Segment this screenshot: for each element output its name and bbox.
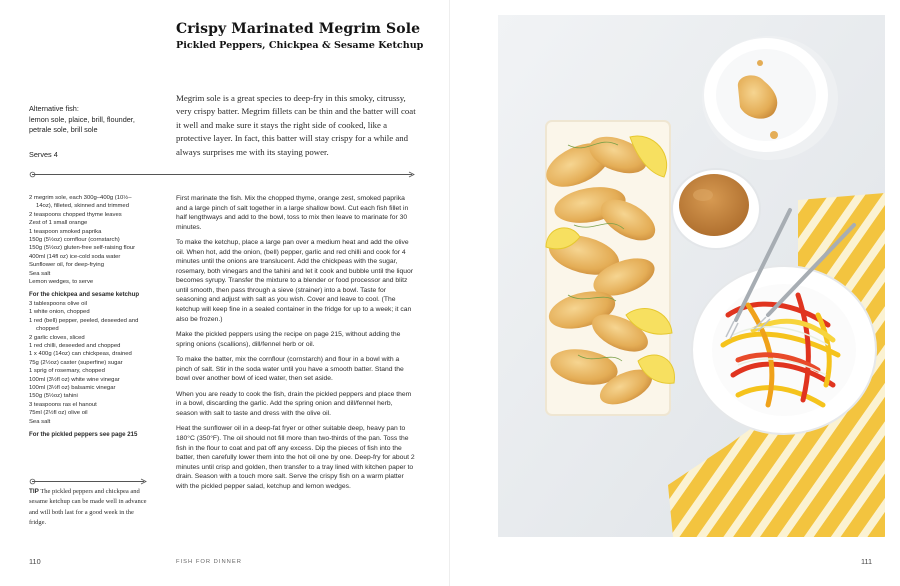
divider-right-ornament: [408, 171, 415, 178]
ingredient-line: 100ml (3½fl oz) balsamic vinegar: [29, 384, 116, 391]
serves: Serves 4: [29, 150, 58, 159]
ingredient-line: 3 teaspoons ras el hanout: [29, 401, 97, 408]
method-step: To make the batter, mix the cornflour (cornstarch) and flour in a bowl with a pinch of salt. Stir in the soda water until you have a smooth batter. Stand the bowl over another bowl of iced water, then set aside.: [176, 356, 404, 383]
ingredient-line: 2 megrim sole, each 300g–400g (10½–: [29, 195, 132, 201]
pepper-salad-plate: [692, 266, 876, 434]
ingredient-line: 3 tablespoons olive oil: [29, 300, 87, 307]
ingredient-line: 14oz), filleted, skinned and trimmed: [36, 203, 129, 210]
dish-photo: [498, 15, 885, 537]
ingredient-line: 1 white onion, chopped: [29, 309, 90, 316]
ingredient-line: 75ml (2½fl oz) olive oil: [29, 410, 88, 417]
tip-text: The pickled peppers and chickpea and sesame ketchup can be made well in advance and will both last for a good week in the fridge.: [29, 488, 147, 527]
ingredient-line: 400ml (14fl oz) ice-cold soda water: [29, 253, 121, 260]
tip-divider: [29, 478, 147, 486]
method-step: To make the ketchup, place a large pan over a medium heat and add the olive oil. When hot, add the onion, (bell) pepper, garlic and red chilli and cook for 4 minutes until the onions are translucent. Add the chickpeas with the sugar, rosemary, both vinegars and the tahini and let it cook and bubble until the liquor becomes syrupy. Transfer the mixture to a blender or food processor and blitz until smooth, then pass through a sieve (strainer) into a bowl. Taste for seasoning and adjust with salt as you wish. Cover and leave to cool. (The ketchup will keep fine in a sealed container in the fridge for up to a week; it can also be frozen.): [176, 239, 414, 323]
pickled-peppers-reference: For the pickled peppers see page 215: [29, 430, 138, 438]
tip-label: TIP: [29, 488, 39, 495]
method: [176, 194, 416, 497]
alternative-fish-list: lemon sole, plaice, brill, flounder, petrale sole, brill sole: [29, 114, 135, 135]
tip-box: [29, 487, 151, 529]
alternative-fish: [29, 104, 159, 136]
ingredient-line: Sea salt: [29, 418, 51, 425]
tip-divider-right-ornament: [140, 478, 147, 485]
ingredient-line: 1 teaspoon smoked paprika: [29, 228, 102, 235]
ingredient-line: 100ml (3½fl oz) white wine vinegar: [29, 376, 120, 383]
ingredient-line: 1 red chilli, deseeded and chopped: [29, 342, 121, 349]
ingredient-line: 1 red (bell) pepper, peeled, deseeded and: [29, 317, 139, 324]
ingredients-list: [29, 194, 147, 439]
method-step: When you are ready to cook the fish, drain the pickled peppers and place them in a bowl, discarding the garlic. Add the spring onion and dill/fennel herb, season with salt to taste and dress with the olive oil.: [176, 390, 412, 417]
method-step: First marinate the fish. Mix the chopped thyme, orange zest, smoked paprika and a large pinch of salt together in a large shallow bowl. Cut each fish fillet in half lengthways and add to the bowl, toss to mix then leave to marinate for 30 minutes.: [176, 195, 409, 231]
method-step: Make the pickled peppers using the recipe on page 215, without adding the spring onions (scallions), dill/fennel herb or oil.: [176, 331, 401, 348]
ingredient-line: 1 x 400g (14oz) can chickpeas, drained: [29, 351, 132, 358]
ingredient-line: 1 sprig of rosemary, chopped: [29, 368, 105, 375]
ingredient-line: 150g (5½oz) gluten-free self-raising flour: [29, 245, 136, 252]
small-plate: [702, 36, 838, 160]
ingredient-line: 2 garlic cloves, sliced: [29, 334, 85, 341]
method-step: Heat the sunflower oil in a deep-fat fryer or other suitable deep, heavy pan to 180°C (350°F). The oil should not fill more than two-thirds of the pan. Toss the fish in the flour to coat and pat off any excess. Dip the pieces of fish into the batter, then carefully lower them into the hot oil one by one. Deep-fry for about 2 minutes until crisp and golden, then transfer to a tray lined with kitchen paper to drain. Season with a touch more salt. Serve the crispy fish on a warm platter with the pickled pepper salad, ketchup and lemon wedges.: [176, 425, 415, 490]
recipe-title: Crispy Marinated Megrim Sole: [176, 21, 421, 37]
ketchup-bowl: [672, 169, 760, 249]
alternative-fish-label: Alternative fish:: [29, 104, 79, 113]
ketchup-heading: For the chickpea and sesame ketchup: [29, 291, 140, 299]
ingredient-line: Sunflower oil, for deep-frying: [29, 262, 104, 269]
ingredient-line: 150g (5½oz) cornflour (cornstarch): [29, 237, 120, 244]
page-number-right: 111: [861, 557, 873, 566]
ingredient-line: chopped: [36, 326, 59, 333]
ingredients-ketchup: [29, 300, 147, 426]
running-head: FISH FOR DINNER: [176, 559, 242, 565]
ingredient-line: 150g (5½oz) tahini: [29, 393, 78, 400]
ingredients-main: [29, 194, 147, 286]
page-number-left: 110: [29, 557, 41, 566]
ingredient-line: Lemon wedges, to serve: [29, 279, 94, 286]
recipe-subtitle: Pickled Peppers, Chickpea & Sesame Ketchup: [176, 40, 424, 51]
intro-text: Megrim sole is a great species to deep-fry in this smoky, citrussy, very crispy batter. Megrim fillets can be thin and the batter will coat it well and make sure it stays the right side of cooked, like a protective layer. In fact, this batter will stay crispy for a while and always surprises me with its staying power.: [176, 93, 416, 157]
ingredient-line: Sea salt: [29, 270, 51, 277]
fish-platter: [540, 121, 675, 415]
intro-paragraph: [176, 92, 418, 159]
ingredient-line: Zest of 1 small orange: [29, 220, 88, 227]
ingredient-line: 75g (2½oz) caster (superfine) sugar: [29, 359, 123, 366]
section-divider: [29, 171, 415, 179]
ingredient-line: 2 teaspoons chopped thyme leaves: [29, 211, 122, 218]
